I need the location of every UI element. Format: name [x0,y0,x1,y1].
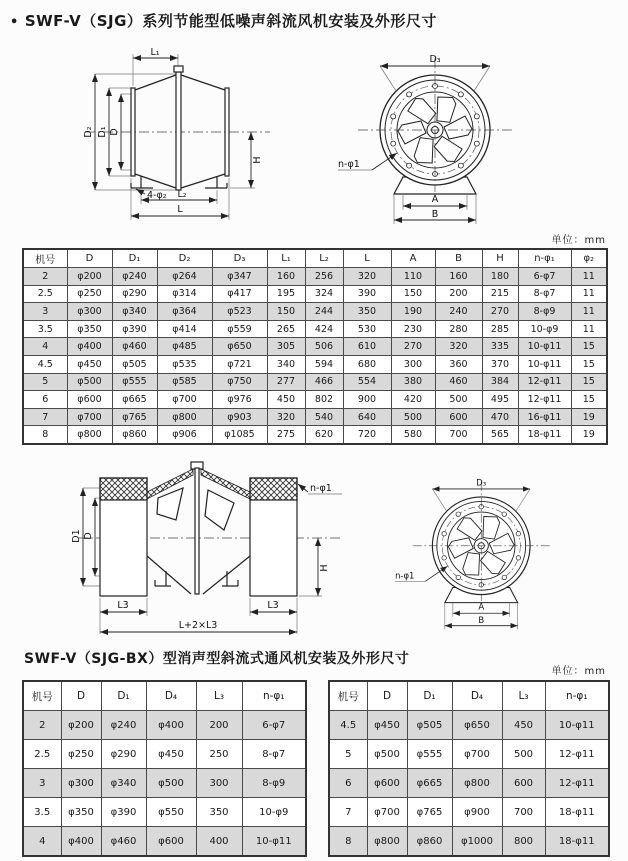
table-cell: φ721 [212,355,267,373]
table-cell: φ906 [157,426,212,444]
dim-label-B: B [431,209,439,220]
table-cell: 3.5 [23,798,61,827]
bx-front-view-drawing [388,458,610,646]
table-cell: 320 [267,408,305,426]
table-cell: 4.5 [23,355,67,373]
table-row [329,798,609,827]
table-cell: 620 [305,426,343,444]
table-cell: 320 [435,338,482,356]
column-header: n-φ₁ [545,681,609,711]
table-cell: 320 [343,268,391,286]
table-cell: 300 [196,769,242,798]
table-cell: 15 [571,373,607,391]
table-cell: φ350 [61,798,101,827]
header-row [329,681,609,711]
column-header: D [367,681,407,711]
table-cell: 6 [329,769,367,798]
table-cell: 275 [267,426,305,444]
table-cell: φ700 [67,408,112,426]
table-cell: 424 [305,320,343,338]
column-header: L [343,249,391,268]
column-header: B [435,249,482,268]
table-cell: 11 [571,303,607,321]
dim-label-H: H [319,564,330,572]
table-cell: 700 [435,426,482,444]
table-cell: φ700 [452,740,502,769]
table-cell: φ400 [61,827,101,857]
table-cell: 180 [482,268,518,286]
section2-title: SWF-V（SJG-BX）型消声型斜流式通风机安装及外形尺寸 [24,651,410,667]
table-cell: 680 [343,355,391,373]
dim-label-D3: D₃ [476,477,487,488]
table-cell: 200 [196,711,242,740]
table-cell: 19 [571,408,607,426]
table-cell: 12-φ11 [545,740,609,769]
table-cell: 150 [391,285,435,303]
table-cell: 6-φ7 [242,711,306,740]
table-cell: 270 [482,303,518,321]
sjg-dimensions-table [22,248,608,445]
table-cell: 380 [391,373,435,391]
table-cell: φ765 [407,798,452,827]
table-row [23,740,306,769]
table-cell: φ250 [67,285,112,303]
dim-label-L: L [177,204,183,215]
table-cell: φ600 [67,391,112,409]
table-cell: 280 [435,320,482,338]
table-cell: φ200 [67,268,112,286]
table-cell: 420 [391,391,435,409]
column-header: L₃ [196,681,242,711]
table-cell: φ485 [157,338,212,356]
dim-label-D: D [83,532,94,540]
table-cell: 640 [343,408,391,426]
table-row [23,827,306,857]
table-cell: 6-φ7 [518,268,571,286]
table-cell: φ450 [367,711,407,740]
table-cell: φ414 [157,320,212,338]
table-cell: φ450 [67,355,112,373]
column-header: D₄ [146,681,196,711]
table-cell: 506 [305,338,343,356]
table-cell: 15 [571,391,607,409]
table-cell: φ800 [367,827,407,857]
table-cell: 500 [502,740,545,769]
table-cell: φ900 [452,798,502,827]
table-cell: 700 [502,798,545,827]
table-cell: φ750 [212,373,267,391]
table-cell: 215 [482,285,518,303]
header-row [23,681,306,711]
table-cell: 2 [23,711,61,740]
table-cell: φ505 [112,355,157,373]
column-header: D₃ [212,249,267,268]
bx-side-view-drawing [70,456,360,648]
table-cell: 8-φ9 [518,303,571,321]
bx-dimensions-table-left [22,680,307,857]
table-cell: φ460 [101,827,146,857]
table-cell: φ559 [212,320,267,338]
table-cell: 2.5 [23,740,61,769]
table-cell: 530 [343,320,391,338]
table-cell: 244 [305,303,343,321]
table-cell: 335 [482,338,518,356]
column-header: φ₂ [571,249,607,268]
table-cell: φ500 [146,769,196,798]
table-cell: φ390 [112,320,157,338]
column-header: n-φ₁ [242,681,306,711]
header-row [23,249,607,268]
column-header: A [391,249,435,268]
table-cell: 277 [267,373,305,391]
dim-label-L3-left: L3 [117,600,129,611]
table-cell: 7 [329,798,367,827]
table-cell: φ860 [407,827,452,857]
table-cell: 8-φ9 [242,769,306,798]
table-cell: 240 [435,303,482,321]
table-cell: 230 [391,320,435,338]
table-cell: φ700 [157,391,212,409]
table-cell: φ390 [101,798,146,827]
table-cell: φ800 [452,769,502,798]
table-row [23,338,607,356]
dim-label-foot-holes: 4-φ₂ [147,190,167,201]
table-cell: 11 [571,285,607,303]
table-cell: 110 [391,268,435,286]
table-cell: 540 [305,408,343,426]
unit-label: 单位：mm [551,666,606,677]
table-cell: 8-φ7 [242,740,306,769]
table-cell: φ290 [101,740,146,769]
table-row [329,769,609,798]
table-cell: 200 [435,285,482,303]
column-header: D₂ [157,249,212,268]
table-cell: 12-φ11 [545,769,609,798]
table-cell: 3 [23,769,61,798]
table-row [23,798,306,827]
table-cell: φ976 [212,391,267,409]
table-cell: 15 [571,355,607,373]
table-cell: 10-φ11 [518,338,571,356]
page-title [10,10,437,31]
table-cell: 250 [196,740,242,769]
table-cell: 300 [391,355,435,373]
table-cell: φ314 [157,285,212,303]
table-cell: 8 [23,426,67,444]
dim-label-D: D [109,128,120,136]
column-header: L₂ [305,249,343,268]
table-cell: 466 [305,373,343,391]
dim-label-D1: D1 [71,529,82,543]
table-cell: φ450 [146,740,196,769]
dim-label-D3: D₃ [429,54,441,65]
table-cell: 324 [305,285,343,303]
dim-label-L1: L₁ [150,47,160,58]
table-cell: 350 [196,798,242,827]
table-cell: φ250 [61,740,101,769]
page-title-text: SWF-V（SJG）系列节能型低噪声斜流风机安装及外形尺寸 [24,12,437,30]
bullet-icon: • [10,15,19,30]
table-cell: 500 [391,408,435,426]
table-cell: φ1000 [452,827,502,857]
table-cell: φ240 [101,711,146,740]
table-cell: 190 [391,303,435,321]
table-cell: 460 [435,373,482,391]
table-cell: φ700 [367,798,407,827]
dim-label-B: B [478,615,485,626]
table-cell: φ500 [367,740,407,769]
table-cell: 265 [267,320,305,338]
table-cell: 4 [23,827,61,857]
table-cell: 370 [482,355,518,373]
table-cell: 600 [435,408,482,426]
table-row [23,408,607,426]
table-cell: φ290 [112,285,157,303]
table-cell: φ600 [367,769,407,798]
table-cell: φ903 [212,408,267,426]
dim-label-L3-right: L3 [267,600,279,611]
table-cell: φ585 [157,373,212,391]
column-header: 机号 [23,249,67,268]
table-row [23,373,607,391]
table-cell: φ860 [112,426,157,444]
table-cell: 4 [23,338,67,356]
table-cell: φ555 [112,373,157,391]
table-cell: 160 [435,268,482,286]
column-header: 机号 [329,681,367,711]
table-cell: φ600 [146,827,196,857]
table-cell: 450 [267,391,305,409]
table-cell: 350 [343,303,391,321]
dim-label-bolt-holes: n-φ1 [310,483,332,494]
table-cell: φ200 [61,711,101,740]
table-cell: 802 [305,391,343,409]
table-row [23,355,607,373]
table-cell: φ523 [212,303,267,321]
table-cell: 565 [482,426,518,444]
table-cell: 18-φ11 [545,798,609,827]
table-row [23,769,306,798]
table-cell: φ765 [112,408,157,426]
table-cell: 4.5 [329,711,367,740]
table-row [23,391,607,409]
table-cell: 195 [267,285,305,303]
table-cell: 554 [343,373,391,391]
table-row [329,740,609,769]
table-cell: φ550 [146,798,196,827]
table-cell: 3 [23,303,67,321]
table-cell: 2.5 [23,285,67,303]
table-cell: 12-φ11 [518,373,571,391]
column-header: D [67,249,112,268]
table-cell: 10-φ11 [545,711,609,740]
table-cell: 16-φ11 [518,408,571,426]
table-cell: 594 [305,355,343,373]
dim-label-bolt-holes: n-φ1 [395,570,415,581]
dim-label-total-length: L+2×L3 [178,620,218,631]
column-header: L₁ [267,249,305,268]
table-cell: φ535 [157,355,212,373]
dim-label-H: H [252,156,263,164]
table-cell: 10-φ9 [518,320,571,338]
table-row [23,320,607,338]
table-cell: 400 [196,827,242,857]
table-cell: φ665 [112,391,157,409]
table-cell: 610 [343,338,391,356]
table-row [329,827,609,857]
bx-dimensions-table-right [328,680,610,857]
column-header: D [61,681,101,711]
table-cell: 720 [343,426,391,444]
table-row [23,426,607,444]
table-cell: φ417 [212,285,267,303]
table-row [23,268,607,286]
table-cell: 384 [482,373,518,391]
table-cell: φ800 [67,426,112,444]
dim-label-L2: L₂ [177,189,187,200]
dim-label-A: A [431,194,439,205]
table-cell: φ240 [112,268,157,286]
column-header: D₁ [101,681,146,711]
table-cell: 15 [571,338,607,356]
table-row [329,711,609,740]
table-cell: 10-φ9 [242,798,306,827]
column-header: L₃ [502,681,545,711]
table-cell: φ340 [101,769,146,798]
table-cell: φ300 [67,303,112,321]
table-cell: 256 [305,268,343,286]
column-header: 机号 [23,681,61,711]
table-cell: 10-φ11 [242,827,306,857]
table-cell: 470 [482,408,518,426]
table-cell: 19 [571,426,607,444]
table-cell: 6 [23,391,67,409]
table-cell: 18-φ11 [518,426,571,444]
table-cell: 18-φ11 [545,827,609,857]
table-cell: φ347 [212,268,267,286]
table-row [23,285,607,303]
table-cell: 360 [435,355,482,373]
table-cell: 5 [329,740,367,769]
table-cell: φ400 [146,711,196,740]
table-cell: 150 [267,303,305,321]
column-header: D₄ [452,681,502,711]
column-header: H [482,249,518,268]
table-cell: 8 [329,827,367,857]
table-cell: φ300 [61,769,101,798]
table-cell: φ1085 [212,426,267,444]
table-cell: φ665 [407,769,452,798]
table-cell: 390 [343,285,391,303]
table-gap [307,680,328,857]
table-cell: 285 [482,320,518,338]
table-cell: 305 [267,338,305,356]
table-cell: 3.5 [23,320,67,338]
table-cell: 270 [391,338,435,356]
table-cell: 495 [482,391,518,409]
table-cell: 2 [23,268,67,286]
table-cell: φ800 [157,408,212,426]
table-cell: 160 [267,268,305,286]
column-header: D₁ [112,249,157,268]
table-cell: 7 [23,408,67,426]
table-cell: 900 [343,391,391,409]
table-cell: φ555 [407,740,452,769]
table-cell: φ460 [112,338,157,356]
fan-front-view-drawing [330,42,580,232]
table-cell: φ650 [212,338,267,356]
table-cell: φ264 [157,268,212,286]
dim-label-bolt-holes: n-φ1 [338,159,360,170]
column-header: n-φ₁ [518,249,571,268]
table-cell: 450 [502,711,545,740]
dim-label-D1: D₁ [97,126,108,138]
table-cell: 12-φ11 [518,391,571,409]
dim-label-D2: D₂ [83,126,94,138]
table-cell: 600 [502,769,545,798]
table-cell: φ505 [407,711,452,740]
table-cell: φ350 [67,320,112,338]
table-cell: 11 [571,320,607,338]
table-cell: φ364 [157,303,212,321]
table-cell: 340 [267,355,305,373]
table-cell: φ650 [452,711,502,740]
table-row [23,303,607,321]
column-header: D₁ [407,681,452,711]
table-cell: 11 [571,268,607,286]
table-cell: 500 [435,391,482,409]
table-cell: 800 [502,827,545,857]
fan-side-view-drawing [55,42,305,232]
table-cell: 10-φ11 [518,355,571,373]
table-cell: 5 [23,373,67,391]
table-cell: φ400 [67,338,112,356]
table-cell: 8-φ7 [518,285,571,303]
unit-label: 单位：mm [551,235,606,246]
bx-tables-container [22,680,610,857]
table-row [23,711,306,740]
table-cell: 580 [391,426,435,444]
dim-label-A: A [478,601,485,612]
table-cell: φ500 [67,373,112,391]
table-cell: φ340 [112,303,157,321]
